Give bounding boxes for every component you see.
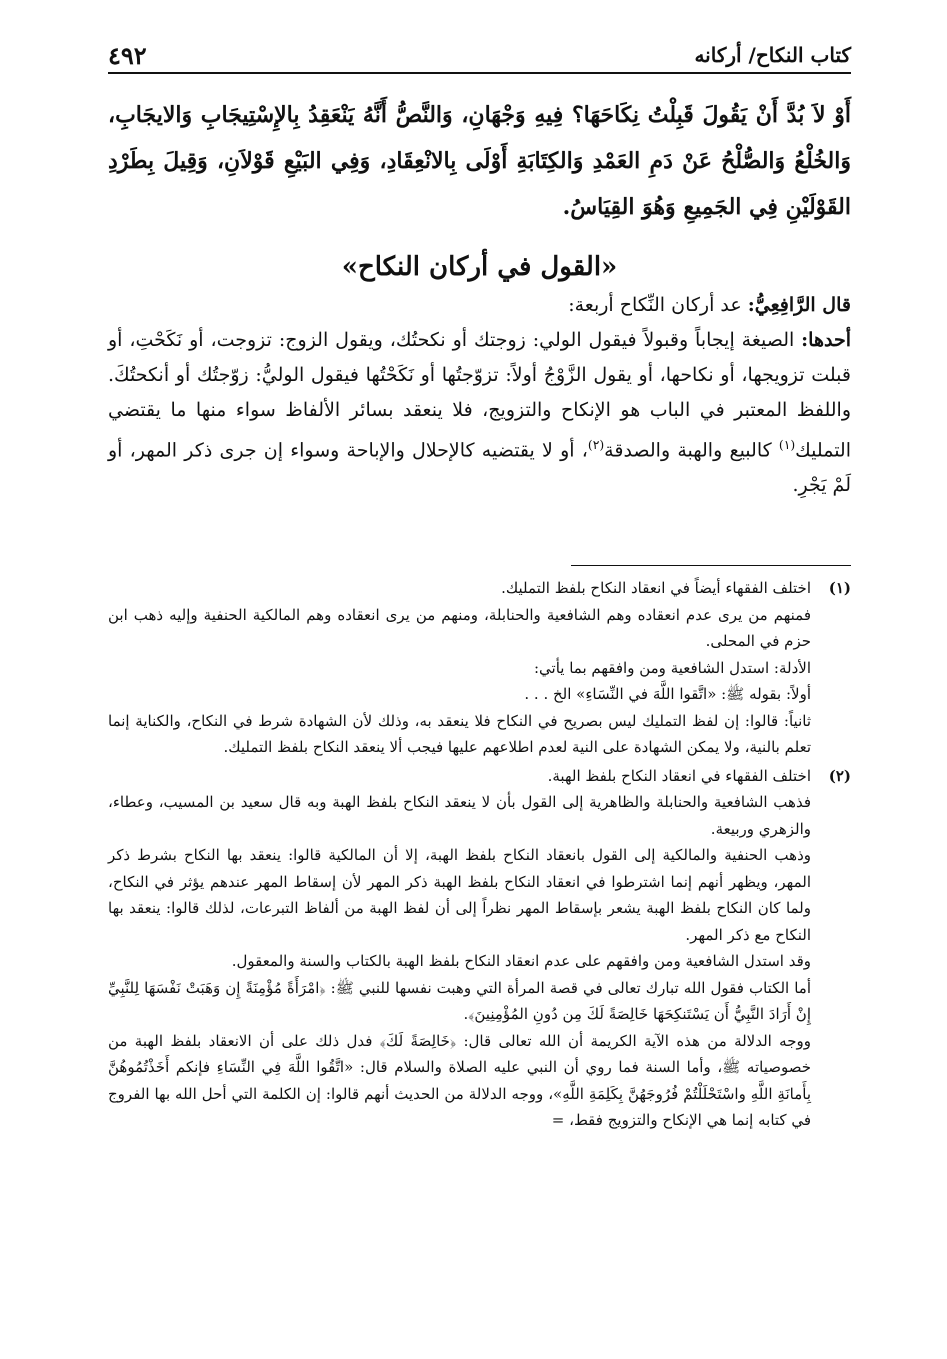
intro-text: عد أركان النِّكاح أربعة: [568,294,748,316]
footnote-line: أولاً: بقوله ﷺ: «اتَّقوا اللَّهَ في النِّسَاءِ» الخ . . . [524,685,811,703]
footnote-line: اختلف الفقهاء في انعقاد النكاح بلفظ الهبة. [547,766,811,785]
first-text-a: الصيغة إيجاباً وقبولاً فيقول الولي: زوجتك أو نكحتُك، ويقول الزوج: تزوجت، أو نَكَحْتِ، أو قبلت تزويجها، أو نكاحها، أو يقول الزَّوْجُ أولاً: تزوّجتُها أو نَكَحْتُها فيقول الوليُّ: زوّجتُك أو أنكحتُكَ. واللفظ المعتبر في الباب هو الإنكاح والتزويج، فلا ينعقد بسائر الألفاظ سواء منها ما يقتضي التمليك [108,329,851,462]
footnote-line: الأدلة: استدل الشافعية ومن وافقهم بما يأتي: [533,658,811,677]
intro-paragraph [108,288,851,323]
footnotes [108,575,851,1136]
footnote-separator [571,565,851,566]
first-text-c: ، أو لا يقتضيه كالإحلال والإباحة وسواء إن جرى ذكر المهر، أو لَمْ يَجْرِ. [108,439,851,497]
top-paragraph: أَوْ لاَ بُدَّ أَنْ يَقُولَ قَبِلْتُ نِكَاحَهَا؟ فِيهِ وَجْهَانِ، وَالنَّصُّ أَنَّهُ يَنْعَقِدُ بِالإِسْتِيجَابِ وَالايجَابِ، وَالخُلْعُ وَالصُّلْحُ عَنْ دَمِ العَمْدِ وَالكِتَابَةِ أَوْلَى بِالانْعِقَادِ، وَفِي البَيْعِ قَوْلاَنِ، وَقِيلَ بِطَرْدِ القَوْلَيْنِ فِي الجَمِيعِ وَهُوَ القِيَاسُ. [108,102,851,220]
first-lead: أحدها: [801,329,851,351]
footnote-number: (١) [828,579,851,597]
footnote-2 [108,763,851,1134]
footnote-line: فمنهم من يرى عدم انعقاده وهم الشافعية والحنابلة، ومنهم من يرى انعقاده وهم المالكية الحنفية وإليه ذهب ابن حزم في المحلى. [108,605,811,650]
footnote-line: وقد استدل الشافعية ومن وافقهم على عدم انعقاد النكاح بلفظ الهبة بالكتاب والسنة والمعقول. [231,952,811,970]
footnote-line: فذهب الشافعية والحنابلة والظاهرية إلى القول بأن لا ينعقد النكاح بلفظ الهبة وبه قال سعيد بن المسيب، وعطاء، والزهري وربيعة. [108,793,811,838]
footnote-line: ثانياً: قالوا: إن لفظ التمليك ليس بصريح في النكاح فلا ينعقد به، وذلك لأن الشهادة شرط في النكاح، والكناية إنما تعلم بالنية، ولا يمكن الشهادة على النية لعدم اطلاعهم عليها فيجب ألا ينعقد النكاح بلفظ التمليك. [108,711,811,756]
footnote-number: (٢) [828,766,851,785]
first-pillar-paragraph [108,323,851,503]
footnote-line: اختلف الفقهاء أيضاً في انعقاد النكاح بلفظ التمليك. [501,579,811,597]
footnote-body [108,575,811,761]
footnote-ref-2[interactable]: (٢) [587,438,605,452]
footnote-ref-1[interactable]: (١) [778,438,796,452]
footnote-body [108,763,811,1134]
footnote-line: أما الكتاب فقول الله تبارك تعالى في قصة المرأة التي وهبت نفسها للنبي ﷺ: ﴿امْرَأَةً مُؤْمِنَةً إِن وَهَبَتْ نَفْسَهَا لِلنَّبِيِّ إِنْ أَرَادَ النَّبِيُّ أَن يَسْتَنكِحَهَا خَالِصَةً لَكَ مِن دُونِ المُؤْمِنِينَ﴾. [108,978,811,1023]
intro-lead: قال الرَّافِعِيُّ: [747,294,851,316]
first-text-b: كالبيع والهبة والصدقة [604,439,779,462]
footnote-1 [108,575,851,761]
section-heading: «القول في أركان النكاح» [341,252,618,282]
footnote-line: ووجه الدلالة من هذه الآية الكريمة أن الله تعالى قال: ﴿خَالِصَةً لَكَ﴾ فدل ذلك على أن الانعقاد بلفظ الهبة من خصوصياته ﷺ، وأما السنة فما روي أن النبي عليه الصلاة والسلام قال: «اتَّقُوا اللَّهَ فِي النِّسَاءِ فإنكم أَخَذْتُمُوهُنَّ بِأَمانَةِ اللَّهِ واسْتَحْلَلْتُمْ فُرُوجَهُنَّ بِكَلِمَةِ اللَّهِ»، ووجه الدلالة من الحديث أنهم قالوا: إن الكلمة التي أحل الله بها الفروج في كتابه إنما هي الإنكاح والتزويج فقط، = [108,1031,811,1129]
page-header [108,38,851,74]
page-number: ٤٩٢ [108,40,147,70]
footnote-line: وذهب الحنفية والمالكية إلى القول بانعقاد النكاح بلفظ الهبة، إلا أن المالكية قالوا: ينعقد بها النكاح بشرط ذكر المهر، ويظهر أنهم إنما اشترطوا في انعقاد النكاح بلفظ الهبة ذكر المهر لأن إسقاط المهر عندهم يؤثر في النكاح، ولما كان النكاح بلفظ الهبة يشعر بإسقاط المهر نظراً إلى أن لفظ الهبة من ألفاظ التبرعات، لذلك قالوا: ينعقد بها النكاح مع ذكر المهر. [108,846,811,944]
main-text [108,92,851,503]
running-title: كتاب النكاح/ أركانه [694,43,851,67]
